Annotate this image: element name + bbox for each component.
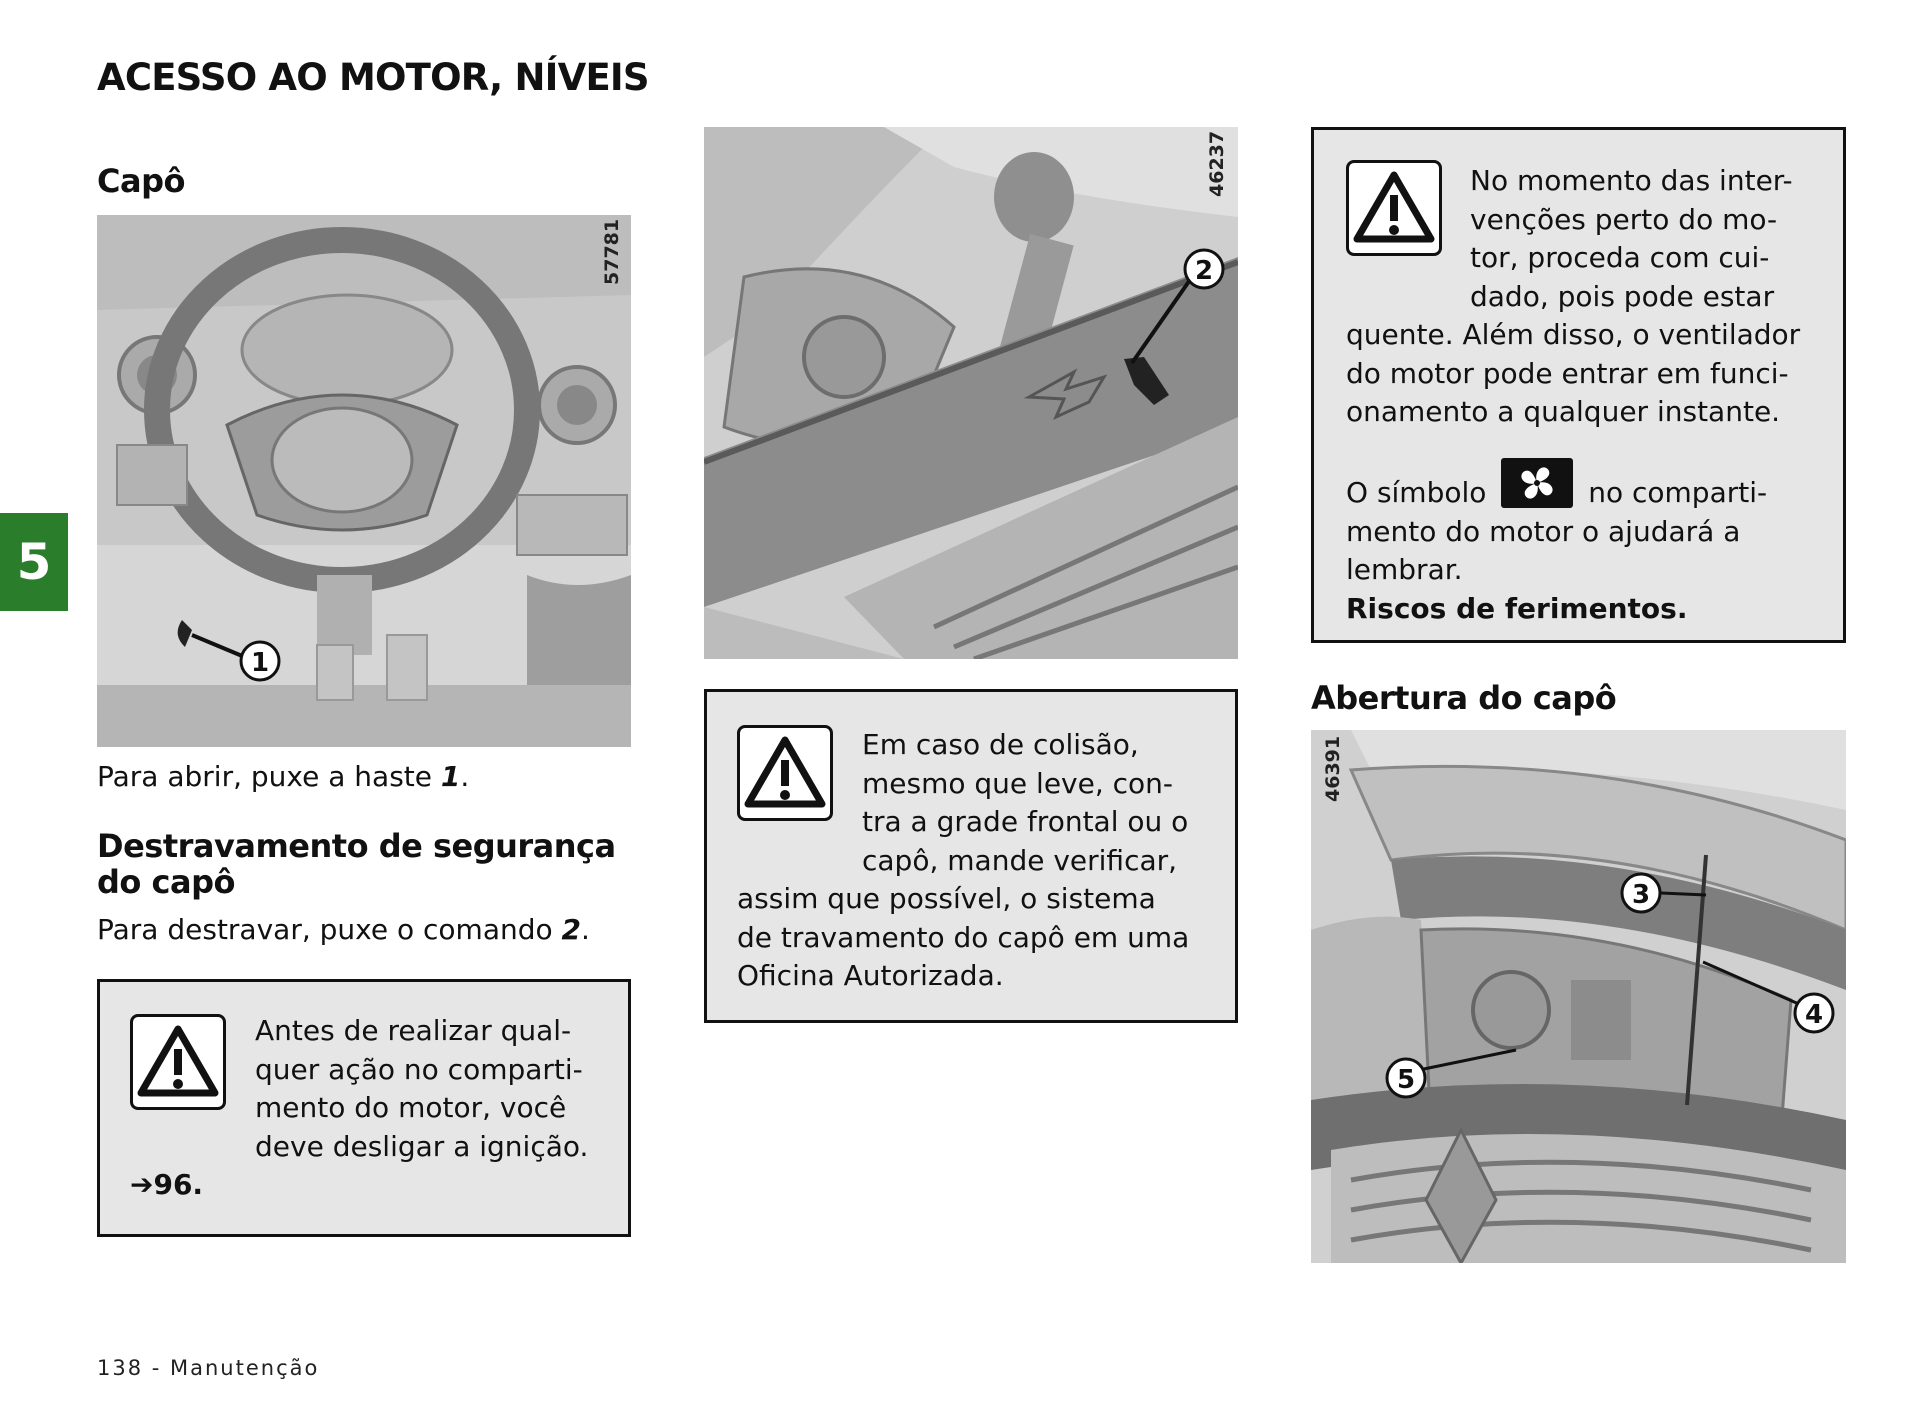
figure-code-46237: 46237 <box>1206 130 1228 197</box>
symbol-suffix: no comparti- <box>1588 476 1768 509</box>
callout-2: 2 <box>1194 256 1214 286</box>
symbol-prefix: O símbolo <box>1346 476 1487 509</box>
para-unlock: Para destravar, puxe o comando 2. <box>97 913 590 946</box>
open-hood-illustration <box>1311 730 1846 1263</box>
warning3-line: mento do motor o ajudará a <box>1346 514 1741 548</box>
page-reference-link[interactable]: ➔96. <box>130 1168 204 1201</box>
callout-4: 4 <box>1804 1000 1824 1030</box>
warning-triangle-icon <box>737 725 833 821</box>
warning2-line: assim que possível, o sistema <box>737 882 1156 915</box>
figure-code-57781: 57781 <box>601 218 623 285</box>
warning3-line: No momento das inter- <box>1470 164 1793 197</box>
warning3-line: dado, pois pode estar <box>1470 279 1775 313</box>
injury-risk-text: Riscos de ferimentos. <box>1346 591 1688 625</box>
warning-triangle-icon <box>1346 160 1442 256</box>
callout-3: 3 <box>1631 880 1651 910</box>
warning3-line: quente. Além disso, o ventilador <box>1346 318 1801 351</box>
warning3-line: onamento a qualquer instante. <box>1346 395 1781 428</box>
warning1-line: deve desligar a ignição. <box>255 1129 589 1163</box>
heading-capo: Capô <box>97 162 185 200</box>
warning2-line: mesmo que leve, con- <box>862 766 1174 800</box>
chapter-tab: 5 <box>0 513 68 611</box>
warning-triangle-icon <box>130 1014 226 1110</box>
warning3-line: tor, proceda com cui- <box>1470 241 1770 274</box>
warning2-line: capô, mande verificar, <box>862 843 1178 877</box>
warning1-line: mento do motor, você <box>255 1091 567 1124</box>
warning-box-hot-engine <box>1311 127 1846 643</box>
warning1-line: quer ação no comparti- <box>255 1052 583 1086</box>
callout-5: 5 <box>1396 1065 1416 1095</box>
warning3-line: lembrar. <box>1346 553 1463 586</box>
warning2-line: tra a grade frontal ou o <box>862 805 1189 838</box>
warning1-line: Antes de realizar qual- <box>255 1014 572 1047</box>
dashboard-illustration <box>97 215 631 747</box>
para-open: Para abrir, puxe a haste 1. <box>97 760 470 793</box>
warning3-line: do motor pode entrar em funci- <box>1346 356 1789 390</box>
warning-box-collision <box>704 689 1238 1023</box>
callout-1: 1 <box>250 648 270 678</box>
warning3-line: venções perto do mo- <box>1470 202 1778 236</box>
warning2-line: de travamento do capô em uma <box>737 920 1190 954</box>
heading-unlock: Destravamento de segurança do capô <box>97 827 616 901</box>
page-title: ACESSO AO MOTOR, NÍVEIS <box>97 56 649 99</box>
figure-hood-latch <box>704 127 1238 659</box>
figure-open-hood <box>1311 730 1846 1263</box>
warning-box-ignition <box>97 979 631 1237</box>
warning2-line: Oficina Autorizada. <box>737 959 1004 992</box>
figure-code-46391: 46391 <box>1322 735 1344 802</box>
hood-latch-illustration <box>704 127 1238 659</box>
heading-abertura: Abertura do capô <box>1311 679 1617 717</box>
warning2-line: Em caso de colisão, <box>862 728 1139 761</box>
page-footer: 138 - Manutenção <box>97 1356 320 1380</box>
engine-fan-icon <box>1501 458 1573 508</box>
figure-dashboard <box>97 215 631 747</box>
